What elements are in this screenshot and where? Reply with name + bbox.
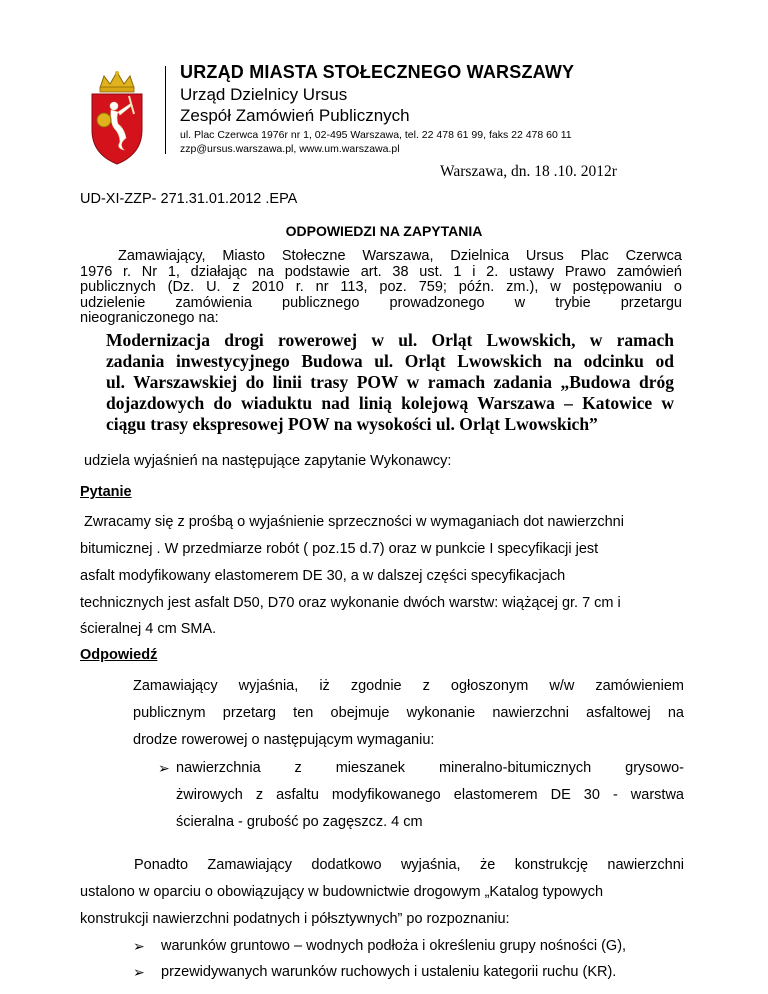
- answer-line: publicznym przetarg ten obejmuje wykonanie nawierzchni asfaltowej na: [133, 705, 684, 721]
- question-line: ścieralnej 4 cm SMA.: [80, 621, 217, 637]
- intro-line: nieograniczonego na:: [80, 310, 219, 326]
- bullet-arrow-icon: ➢: [158, 760, 170, 776]
- crown-icon: [100, 71, 134, 92]
- title-line: ul. Warszawskiej do linii trasy POW w ramach zadania „Budowa dróg: [106, 372, 674, 392]
- bullet-arrow-icon: ➢: [133, 964, 145, 980]
- question-label: Pytanie: [80, 484, 132, 500]
- intro-line: 1976 r. Nr 1, działając na podstawie art. 38 ust. 1 i 2. ustawy Prawo zamówień: [80, 263, 682, 280]
- title-line: zadania inwestycyjnego Budowa ul. Orląt Lwowskich na odcinku od: [106, 351, 674, 371]
- additional-bullet: przewidywanych warunków ruchowych i ustaleniu kategorii ruchu (KR).: [161, 964, 617, 980]
- answer-line: drodze rowerowej o następującym wymaganiu:: [133, 732, 435, 748]
- answer-bullet-line: żwirowych z asfaltu modyfikowanego elastomerem DE 30 - warstwa: [176, 787, 684, 803]
- document-date: Warszawa, dn. 18 .10. 2012r: [440, 163, 617, 180]
- intro-line: publicznych (Dz. U. z 2010 r. nr 113, poz. 759; późn. zm.), w postępowaniu o: [80, 279, 682, 295]
- question-line: asfalt modyfikowany elastomerem DE 30, a w dalszej części specyfikacjach: [80, 568, 566, 584]
- answer-bullet-line: ścieralna - grubość po zagęszcz. 4 cm: [176, 814, 423, 830]
- intro-line: udzielenie zamówienia publicznego prowadzonego w trybie przetargu: [80, 294, 682, 311]
- title-line: ciągu trasy ekspresowej POW na wysokości ul. Orląt Lwowskich”: [106, 414, 598, 434]
- additional-line: ustalono w oparciu o obowiązujący w budownictwie drogowym „Katalog typowych: [80, 884, 604, 900]
- project-title: [106, 330, 674, 435]
- additional-line: konstrukcji nawierzchni podatnych i półsztywnych” po rozpoznaniu:: [80, 911, 510, 927]
- question-line: bitumicznej . W przedmiarze robót ( poz.15 d.7) oraz w punkcie I specyfikacji jest: [80, 541, 599, 557]
- additional-line: Ponadto Zamawiający dodatkowo wyjaśnia, że konstrukcję nawierzchni: [134, 857, 684, 873]
- question-line: Zwracamy się z prośbą o wyjaśnienie sprzeczności w wymaganiach dot nawierzchni: [84, 514, 624, 530]
- intro-line: Zamawiający, Miasto Stołeczne Warszawa, Dzielnica Ursus Plac Czerwca: [118, 248, 682, 264]
- org-name-line1: URZĄD MIASTA STOŁECZNEGO WARSZAWY: [180, 62, 575, 82]
- intro-paragraph: [80, 249, 682, 327]
- additional-bullet: warunków gruntowo – wodnych podłoża i określeniu grupy nośności (G),: [161, 938, 627, 954]
- answer-bullet-line: nawierzchnia z mieszanek mineralno-bitumicznych grysowo-: [176, 760, 684, 776]
- explanation-intro: udziela wyjaśnień na następujące zapytanie Wykonawcy:: [84, 453, 452, 469]
- answer-label: Odpowiedź: [80, 647, 158, 663]
- org-name-line2: Urząd Dzielnicy Ursus: [180, 85, 348, 104]
- header-divider: [165, 66, 166, 154]
- document-heading: ODPOWIEDZI NA ZAPYTANIA: [285, 223, 483, 239]
- org-name-line3: Zespół Zamówień Publicznych: [180, 106, 410, 125]
- answer-line: Zamawiający wyjaśnia, iż zgodnie z ogłoszonym w/w zamówieniem: [133, 678, 684, 694]
- address-line2: zzp@ursus.warszawa.pl, www.um.warszawa.pl: [180, 143, 400, 155]
- bullet-arrow-icon: ➢: [133, 938, 145, 954]
- reference-number: UD-XI-ZZP- 271.31.01.2012 .EPA: [80, 191, 298, 207]
- address-line1: ul. Plac Czerwca 1976r nr 1, 02-495 Warszawa, tel. 22 478 61 99, faks 22 478 60 11: [180, 129, 572, 141]
- title-line: Modernizacja drogi rowerowej w ul. Orląt Lwowskich, w ramach: [106, 330, 674, 350]
- question-line: technicznych jest asfalt D50, D70 oraz wykonanie dwóch warstw: wiążącej gr. 7 cm i: [80, 595, 621, 611]
- warsaw-coat-of-arms-icon: [76, 68, 158, 168]
- title-line: dojazdowych do wiaduktu nad linią kolejową Warszawa – Katowice w: [106, 393, 674, 413]
